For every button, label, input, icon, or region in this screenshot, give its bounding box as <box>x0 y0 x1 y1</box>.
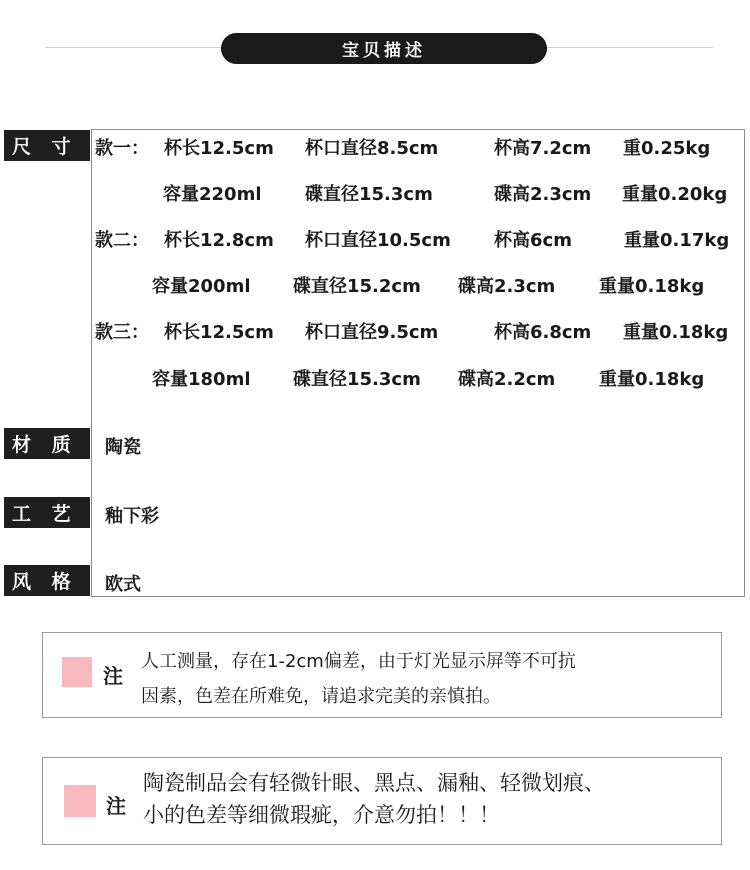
style1-capacity: 容量220ml <box>163 184 262 205</box>
note-line: 陶瓷制品会有轻微针眼、黑点、漏釉、轻微划痕、 <box>143 771 605 795</box>
note-accent-square <box>62 657 92 687</box>
size-label-text: 尺 寸 <box>12 136 71 158</box>
style3-mouth: 杯口直径9.5cm <box>305 322 439 343</box>
style3-weight: 重量0.18kg <box>623 322 729 343</box>
style2-capacity: 容量200ml <box>152 276 251 297</box>
style2-length: 杯长12.8cm <box>164 230 274 251</box>
style3-height: 杯高6.8cm <box>494 322 592 343</box>
header-line-right <box>545 47 713 48</box>
style3-name: 款三： <box>95 322 149 343</box>
note-accent-square <box>64 785 96 817</box>
style2-height: 杯高6cm <box>494 230 572 251</box>
style1-length: 杯长12.5cm <box>164 138 274 159</box>
style3-dish-height: 碟高2.2cm <box>458 369 556 390</box>
style-label-text: 风 格 <box>12 571 71 593</box>
material-label <box>4 428 90 459</box>
style1-mouth: 杯口直径8.5cm <box>305 138 439 159</box>
section-title: 宝贝描述 <box>221 33 547 64</box>
style3-dish-diameter: 碟直径15.3cm <box>293 369 421 390</box>
note-line: 人工测量，存在1-2cm偏差，由于灯光显示屏等不可抗 <box>141 651 576 672</box>
note-mark: 注 <box>106 794 126 818</box>
craft-value: 釉下彩 <box>105 506 159 527</box>
style3-capacity: 容量180ml <box>152 369 251 390</box>
style1-dish-weight: 重量0.20kg <box>622 184 728 205</box>
note-line: 小的色差等细微瑕疵，介意勿拍！！！ <box>143 803 500 827</box>
size-label <box>4 130 90 161</box>
style2-name: 款二： <box>95 230 149 251</box>
style1-name: 款一： <box>95 138 149 159</box>
style2-weight: 重量0.17kg <box>624 230 730 251</box>
style1-height: 杯高7.2cm <box>494 138 592 159</box>
craft-label <box>4 497 90 528</box>
material-value: 陶瓷 <box>105 437 141 458</box>
style1-dish-diameter: 碟直径15.3cm <box>305 184 433 205</box>
style2-dish-height: 碟高2.3cm <box>458 276 556 297</box>
note-line: 因素，色差在所难免，请追求完美的亲慎拍。 <box>141 686 501 707</box>
material-label-text: 材 质 <box>12 434 71 456</box>
header-line-left <box>45 47 223 48</box>
style3-length: 杯长12.5cm <box>164 322 274 343</box>
style2-mouth: 杯口直径10.5cm <box>305 230 451 251</box>
style1-dish-height: 碟高2.3cm <box>494 184 592 205</box>
style2-dish-diameter: 碟直径15.2cm <box>293 276 421 297</box>
style3-dish-weight: 重量0.18kg <box>599 369 705 390</box>
style-label <box>4 565 90 596</box>
style-value: 欧式 <box>105 574 141 595</box>
note-mark: 注 <box>103 664 123 688</box>
style2-dish-weight: 重量0.18kg <box>599 276 705 297</box>
style1-weight: 重0.25kg <box>623 138 711 159</box>
craft-label-text: 工 艺 <box>12 503 71 525</box>
